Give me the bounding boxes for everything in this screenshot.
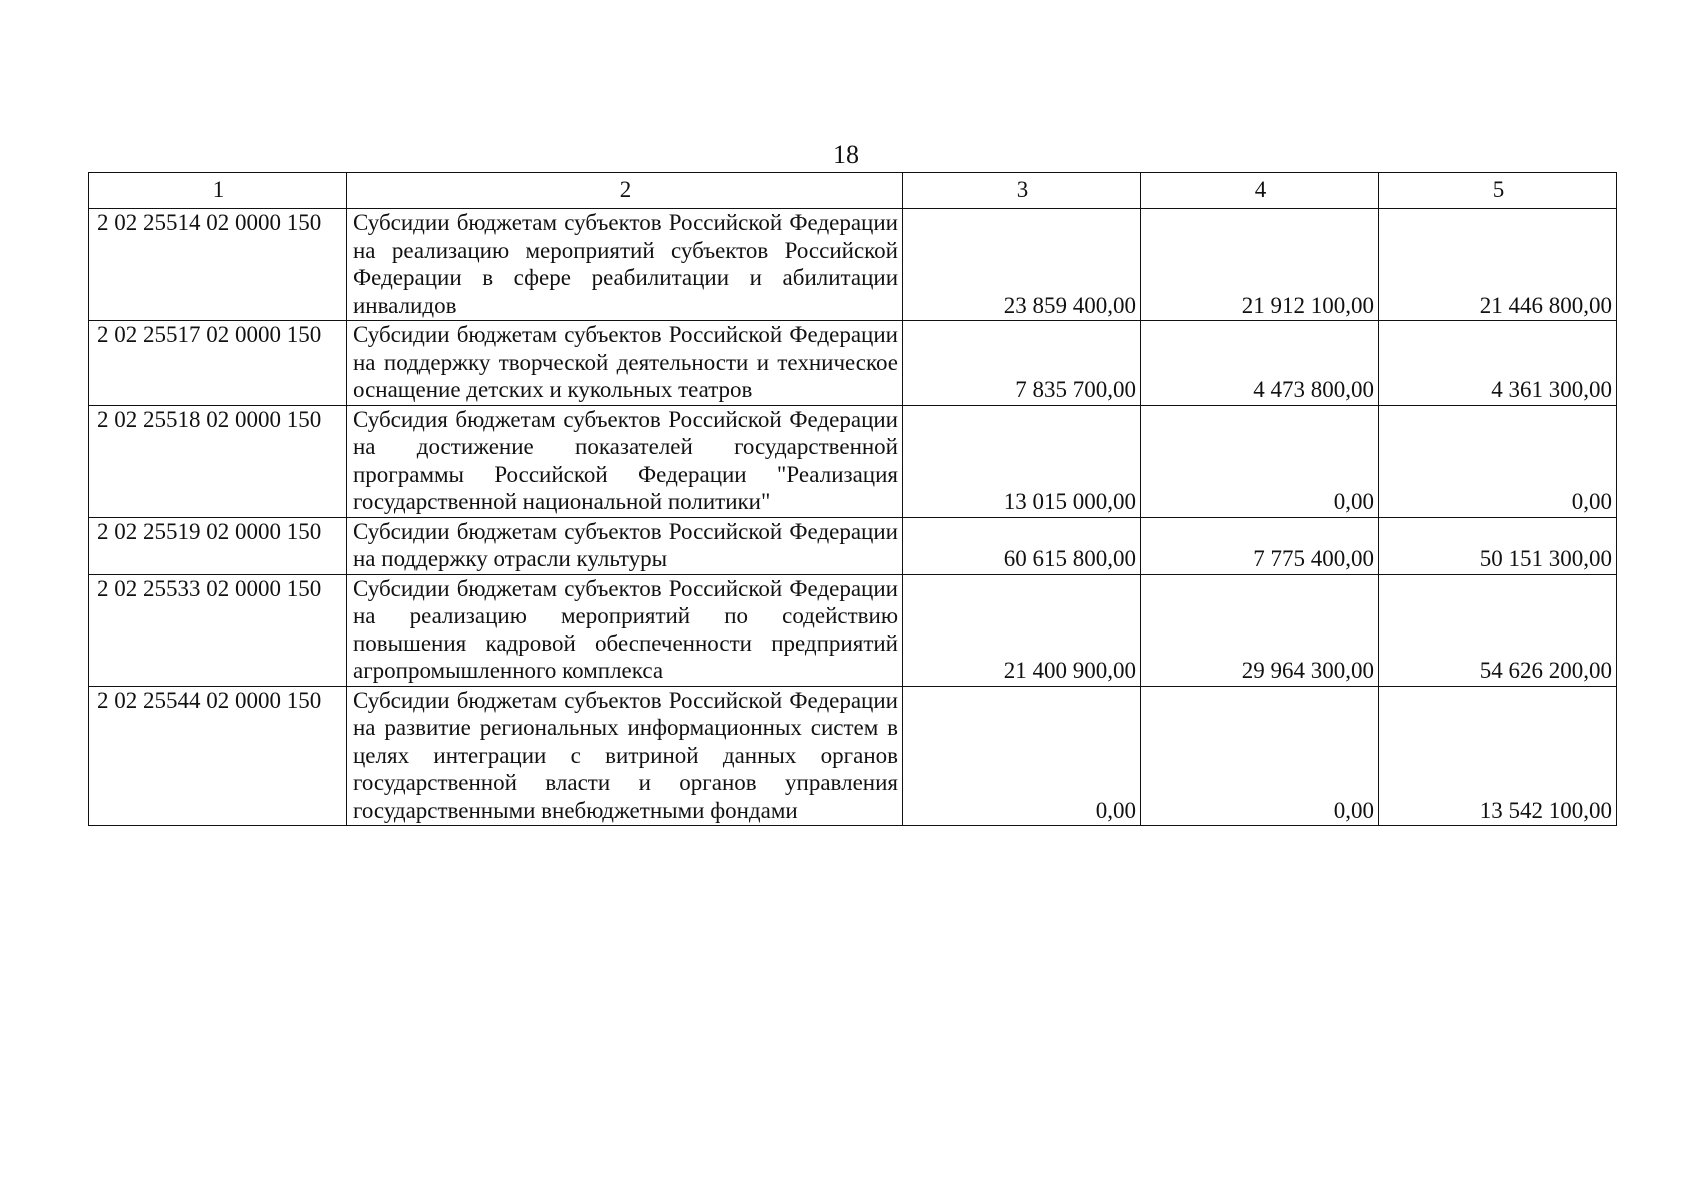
amount-col3-cell: 7 835 700,00 (903, 321, 1141, 406)
amount-col5-cell: 0,00 (1379, 405, 1617, 517)
description-cell: Субсидии бюджетам субъектов Российской Федерации на реализацию мероприятий по содействию повышения кадровой обеспеченности предприятий агропромышленного комплекса (347, 574, 903, 686)
amount-col5-cell: 4 361 300,00 (1379, 321, 1617, 406)
column-header: 5 (1379, 173, 1617, 209)
column-header: 1 (89, 173, 347, 209)
budget-table (88, 172, 1617, 826)
table-row (89, 686, 1617, 826)
amount-col3-cell: 13 015 000,00 (903, 405, 1141, 517)
amount-col5-cell: 50 151 300,00 (1379, 517, 1617, 574)
column-header: 2 (347, 173, 903, 209)
amount-col3-cell: 0,00 (903, 686, 1141, 826)
amount-col4-cell: 7 775 400,00 (1141, 517, 1379, 574)
description-cell: Субсидии бюджетам субъектов Российской Федерации на поддержку творческой деятельности и техническое оснащение детских и кукольных театров (347, 321, 903, 406)
table-row (89, 209, 1617, 321)
amount-col4-cell: 0,00 (1141, 686, 1379, 826)
table-header-row (89, 173, 1617, 209)
amount-col4-cell: 4 473 800,00 (1141, 321, 1379, 406)
table-row (89, 405, 1617, 517)
budget-code-cell: 2 02 25519 02 0000 150 (89, 517, 347, 574)
amount-col5-cell: 13 542 100,00 (1379, 686, 1617, 826)
table-row (89, 574, 1617, 686)
amount-col4-cell: 0,00 (1141, 405, 1379, 517)
budget-code-cell: 2 02 25544 02 0000 150 (89, 686, 347, 826)
description-cell: Субсидия бюджетам субъектов Российской Федерации на достижение показателей государственной программы Российской Федерации "Реализация государственной национальной политики" (347, 405, 903, 517)
budget-code-cell: 2 02 25517 02 0000 150 (89, 321, 347, 406)
table-row (89, 517, 1617, 574)
column-header: 3 (903, 173, 1141, 209)
amount-col3-cell: 21 400 900,00 (903, 574, 1141, 686)
amount-col5-cell: 54 626 200,00 (1379, 574, 1617, 686)
table-row (89, 321, 1617, 406)
description-cell: Субсидии бюджетам субъектов Российской Федерации на поддержку отрасли культуры (347, 517, 903, 574)
amount-col4-cell: 21 912 100,00 (1141, 209, 1379, 321)
column-header: 4 (1141, 173, 1379, 209)
description-cell: Субсидии бюджетам субъектов Российской Федерации на развитие региональных информационных систем в целях интеграции с витриной данных органов государственной власти и органов управления государственными внебюджетными фондами (347, 686, 903, 826)
description-cell: Субсидии бюджетам субъектов Российской Федерации на реализацию мероприятий субъектов Российской Федерации в сфере реабилитации и абилитации инвалидов (347, 209, 903, 321)
amount-col4-cell: 29 964 300,00 (1141, 574, 1379, 686)
page-number: 18 (833, 140, 859, 169)
budget-code-cell: 2 02 25514 02 0000 150 (89, 209, 347, 321)
amount-col3-cell: 23 859 400,00 (903, 209, 1141, 321)
budget-code-cell: 2 02 25533 02 0000 150 (89, 574, 347, 686)
amount-col3-cell: 60 615 800,00 (903, 517, 1141, 574)
budget-code-cell: 2 02 25518 02 0000 150 (89, 405, 347, 517)
amount-col5-cell: 21 446 800,00 (1379, 209, 1617, 321)
